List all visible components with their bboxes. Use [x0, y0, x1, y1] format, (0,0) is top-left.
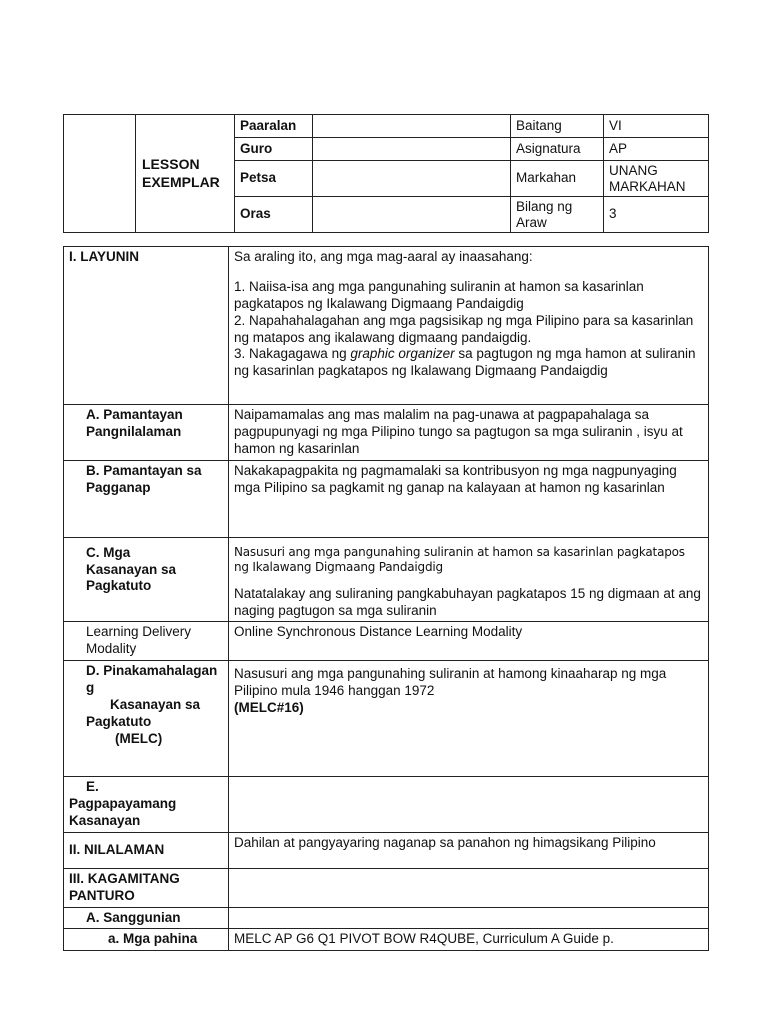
petsa-label: Petsa [235, 161, 313, 197]
pamantayan-pagganap-row [64, 460, 709, 537]
nilalaman-label: II. NILALAMAN [64, 832, 229, 868]
pagpapayaman-text [229, 777, 709, 833]
asignatura-value[interactable]: AP [604, 138, 709, 161]
layunin-item-2: 2. Napahahalagahan ang mga pagsisikap ng mga Pilipino para sa kasarinlan ng matapos ang ikalawang digmaang pandaigdig. [234, 312, 694, 345]
markahan-value[interactable]: UNANG MARKAHAN [604, 161, 709, 197]
layunin-intro: Sa araling ito, ang mga mag-aaral ay inaasahang: [234, 249, 533, 264]
nilalaman-text: Dahilan at pangyayaring naganap sa panahon ng himagsikang Pilipino [229, 832, 709, 868]
guro-value[interactable] [313, 138, 511, 161]
pahina-text: MELC AP G6 Q1 PIVOT BOW R4QUBE, Curriculum A Guide p. [229, 929, 709, 951]
paaralan-label: Paaralan [235, 115, 313, 138]
layunin-item-3-suffix: sa pagtugon ng mga hamon at suliranin ng kasarinlan pagkatapos ng Ikalawang Digmaang Pandaigdig [234, 346, 696, 379]
guro-label: Guro [235, 138, 313, 161]
petsa-value[interactable] [313, 161, 511, 197]
pamantayan-pagganap-label: B. Pamantayan sa Pagganap [64, 460, 229, 537]
layunin-item-3-prefix: 3. Nakagagawa ng [234, 346, 351, 362]
kasanayan-label: C. Mga Kasanayan sa Pagkatuto [64, 537, 229, 622]
oras-label: Oras [235, 197, 313, 233]
baitang-label: Baitang [511, 115, 604, 138]
melc-content [229, 661, 709, 777]
melc-text: Nasusuri ang mga pangunahing suliranin at hamong kinaaharap ng mga Pilipino mula 1946 hanggan 1972 [234, 666, 667, 698]
pagpapayaman-label-a: E. [86, 779, 99, 795]
baitang-value[interactable]: VI [604, 115, 709, 138]
pagpapayaman-label-b: Pagpapayamang Kasanayan [69, 796, 177, 828]
bilang-ng-araw-label: Bilang ng Araw [511, 197, 604, 233]
pahina-row [64, 929, 709, 951]
melc-row [64, 661, 709, 777]
lesson-exemplar-title: LESSON EXEMPLAR [136, 115, 235, 233]
pagpapayaman-row [64, 777, 709, 833]
pahina-label: a. Mga pahina [64, 929, 229, 951]
oras-value[interactable] [313, 197, 511, 233]
melc-code: (MELC#16) [234, 699, 304, 715]
pamantayan-pangnilalaman-row [64, 405, 709, 461]
kasanayan-text-2: Natatalakay ang suliraning pangkabuhayan pagkatapos 15 ng digmaan at ang naging pagtugon sa mga suliranin [234, 585, 701, 618]
lesson-table [63, 246, 709, 951]
delivery-label: Learning Delivery Modality [64, 622, 229, 661]
pagpapayaman-label [64, 777, 229, 833]
kagamitan-text [229, 868, 709, 907]
kasanayan-row [64, 537, 709, 622]
melc-label [64, 661, 229, 777]
layunin-row [64, 247, 709, 405]
layunin-content [229, 247, 709, 405]
sanggunian-label: A. Sanggunian [64, 907, 229, 929]
sanggunian-text [229, 907, 709, 929]
asignatura-label: Asignatura [511, 138, 604, 161]
nilalaman-row [64, 832, 709, 868]
kagamitan-row [64, 868, 709, 907]
header-blank-cell [64, 115, 136, 233]
sanggunian-row [64, 907, 709, 929]
layunin-item-1: 1. Naiisa-isa ang mga pangunahing suliranin at hamon sa kasarinlan pagkatapos ng Ikalawang Digmaang Pandaigdig [234, 278, 644, 311]
kasanayan-content [229, 537, 709, 622]
delivery-text: Online Synchronous Distance Learning Modality [229, 622, 709, 661]
bilang-ng-araw-value[interactable]: 3 [604, 197, 709, 233]
kagamitan-label: III. KAGAMITANG PANTURO [64, 868, 229, 907]
layunin-label: I. LAYUNIN [64, 247, 229, 405]
melc-label-a: D. Pinakamahalagan g [86, 663, 218, 695]
layunin-item-3-em: graphic organizer [350, 346, 455, 362]
markahan-label: Markahan [511, 161, 604, 197]
pamantayan-pangnilalaman-text: Naipamamalas ang mas malalim na pag-unawa at pagpapahalaga sa pagpupunyagi ng mga Pilipino tungo sa pagtugon sa mga suliranin , isyu at hamon ng kasarinlan [229, 405, 709, 461]
layunin-item-3 [234, 346, 703, 380]
melc-label-b: Kasanayan sa Pagkatuto [86, 696, 201, 729]
delivery-row [64, 622, 709, 661]
paaralan-value[interactable] [313, 115, 511, 138]
pamantayan-pagganap-text: Nakakapagpakita ng pagmamalaki sa kontribusyon ng mga nagpunyaging mga Pilipino sa pagkamit ng ganap na kalayaan at hamon ng kasarinlan [229, 460, 709, 537]
pamantayan-pangnilalaman-label: A. Pamantayan Pangnilalaman [64, 405, 229, 461]
kasanayan-text-1: Nasusuri ang mga pangunahing suliranin at hamon sa kasarinlan pagkatapos ng Ikalawang Digmaang Pandaigdig [234, 544, 685, 574]
header-table [63, 114, 709, 233]
melc-label-c: (MELC) [115, 730, 163, 746]
